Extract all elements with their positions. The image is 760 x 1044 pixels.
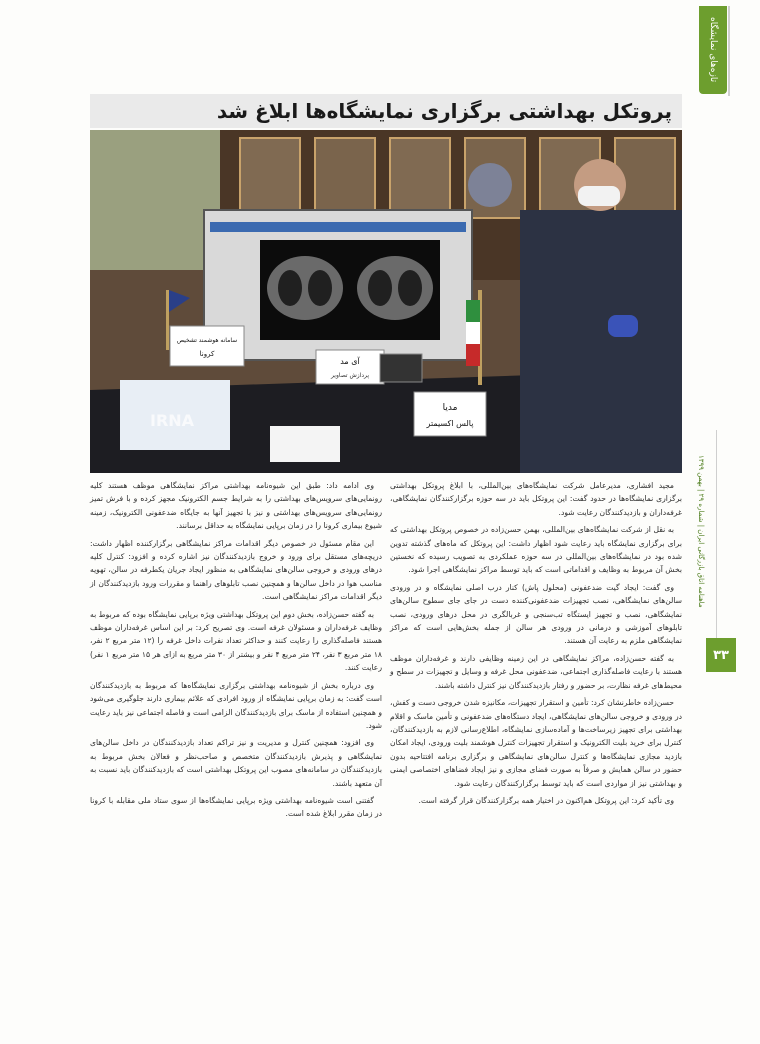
photo-ct-lung-2b xyxy=(398,270,422,306)
photo-ct-lung-1b xyxy=(308,270,332,306)
paragraph: حسن‌زاده خاطرنشان کرد: تأمین و استقرار تجهیزات، مکانیزه شدن خروجی دست و کفش، در ورودی و خروجی سالن‌های نمایشگاهی، ایجاد دستگاه‌های ضدعفونی و تأمین ماسک و اقلام بهداشتی برای تجهیز زیرساخت‌ها و آماده‌سازی نمایشگاه، اطلاع‌رسانی لازم به بازدیدکنندگان، کنترل برای خرید بلیت الکترونیک و استقرار تجهیزات کنترل هوشمند بلیت ورودی، ایجاد امکان بازدید مجازی نمایشگاه‌ها و کنترل سالن‌های نمایشگاهی و برگزاری برنامه افتتاحیه بدون حضور در سالن همایش و صرفاً به صورت فضای مجازی و نیز ایجاد فضاهای اختصاصی ایمنی و بهداشتی نیز از مواردی است که باید توسط برگزارکنندگان رعایت شود. xyxy=(390,698,682,788)
column-left xyxy=(90,479,382,825)
photo-cabinet-door-1 xyxy=(240,138,300,218)
headline-bar xyxy=(90,94,682,128)
running-label xyxy=(686,436,716,626)
photo-oximeter xyxy=(380,354,422,382)
paragraph: به گفته حسن‌زاده، مراکز نمایشگاهی در این زمینه وظایفی دارند و غرفه‌داران موظف هستند با رعایت فاصله‌گذاری اجتماعی، ضدعفونی محل غرفه و وسایل و تجهیزات در سطح و محیط‌های غرفه نظارت، بر حضور و رفتار بازدیدکنندگان نیز کنترل داشته باشند. xyxy=(390,653,682,690)
photo-sign-1-line-2: پالس اکسیمتر xyxy=(426,419,474,428)
paragraph: این مقام مسئول در خصوص دیگر اقدامات مراکز نمایشگاهی برگزارکننده اظهار داشت: دریچه‌های مستقل برای ورود و خروج بازدیدکنندگان نیز اشاره کرده و افزود: کنترل کلیه درهای ورودی و خروجی سالن‌های نمایشگاهی به منظور ایجاد جریان یکطرفه در سالن، تهویه مناسب هوا در داخل سالن‌ها و همچنین نصب تابلوهای راهنما و مقررات ورود بازدیدکنندگان از دیگر اقدامات مراکز نمایشگاهی است. xyxy=(90,538,382,602)
paragraph: وی افزود: همچنین کنترل و مدیریت و نیز تراکم تعداد بازدیدکنندگان در داخل سالن‌های نمایشگاهی و پذیرش بازدیدکنندگان متخصص و صاحب‌نظر و فعالان بخش مربوط به بازدیدکنندگان در سامانه‌های مصوب این پروتکل بهداشتی است که بازدیدکنندگان باید نسبت به آن متعهد باشند. xyxy=(90,738,382,788)
photo-flag-green xyxy=(466,300,480,322)
photo-sign-1 xyxy=(414,392,486,436)
photo-sign-3-line-1: سامانه هوشمند تشخیص xyxy=(176,337,238,344)
photo-monitor-toolbar xyxy=(210,222,466,232)
photo-person xyxy=(520,210,682,473)
paragraph: به نقل از شرکت نمایشگاه‌های بین‌المللی، بهمن حسن‌زاده در خصوص پروتکل بهداشتی که برای برگزاری نمایشگاه باید رعایت شود اظهار داشت: این پروتکل که ماه‌های گذشته تدوین شده بود در نمایشگاه‌های بین‌المللی در سه حوزه عملکردی به تصویب رسیده که نخستین بخش آن مربوط به وظایف و اقداماتی است که باید توسط مراکز نمایشگاهی اجرا شود. xyxy=(390,525,682,575)
photo-ct-lung-2a xyxy=(368,270,392,306)
paragraph: وی درباره بخش از شیوه‌نامه بهداشتی برگزاری نمایشگاه‌ها که مربوط به بازدیدکنندگان است گفت: به زمان برپایی نمایشگاه از ورود افرادی که علائم بیماری دارند جلوگیری می‌شود و همچنین استفاده از ماسک برای بازدیدکنندگان الزامی است و فاصله اجتماعی نیز باید رعایت شود. xyxy=(90,680,382,730)
side-rule xyxy=(716,430,717,640)
photo-sign-1-line-1: مدیا xyxy=(442,403,458,413)
photo-sign-3-line-2: کرونا xyxy=(199,350,215,358)
article-photo xyxy=(90,130,682,473)
photo-person-glove xyxy=(608,315,638,337)
photo-sign-3 xyxy=(170,326,244,366)
photo-sign-2-line-2: پردازش تصاویر xyxy=(330,372,370,379)
photo-flag-white xyxy=(466,322,480,344)
article-title: پروتکل بهداشتی برگزاری نمایشگاه‌ها ابلاغ شد xyxy=(216,99,672,123)
paragraph: وی تأکید کرد: این پروتکل هم‌اکنون در اختیار همه برگزارکنندگان قرار گرفته است. xyxy=(418,795,674,805)
photo-cabinet-door-2 xyxy=(315,138,375,218)
paragraph: گفتنی است شیوه‌نامه بهداشتی ویژه برپایی نمایشگاه‌ها از سوی ستاد ملی مقابله با کرونا در زمان مقرر ابلاغ شده است. xyxy=(90,795,382,819)
paragraph: وی گفت: ایجاد گیت ضدعفونی (محلول پاش) کنار درب اصلی نمایشگاه و در ورودی سالن‌های نمایشگاهی، نصب تجهیزات ضدعفونی‌کننده دست در جای جای سطوح سالن‌های نمایشگاهی، نصب و تجهیز ایستگاه تب‌سنجی و غربالگری در محل درهای ورودی، نصب تابلوهای آموزشی و درمانی در ورودی هر سالن از جمله بخش‌هایی است که مراکز نمایشگاهی ملزم به رعایت آن هستند. xyxy=(390,582,682,646)
photo-window xyxy=(90,130,220,270)
section-tab xyxy=(699,6,727,94)
photo-flag-red xyxy=(466,344,480,366)
running-label-text: ماهنامه اتاق بازرگانی ایران | شماره ۲۹ | بهمن ۱۳۹۹ xyxy=(697,454,705,608)
photo-small-flag-pole xyxy=(166,290,169,350)
photo-person-mask xyxy=(578,186,620,206)
photo-illustration xyxy=(90,130,682,473)
photo-plate xyxy=(468,163,512,207)
photo-ct-lung-1a xyxy=(278,270,302,306)
photo-sign-2-line-1: آی مد xyxy=(340,357,360,366)
photo-cabinet-door-3 xyxy=(390,138,450,218)
column-right xyxy=(390,479,682,811)
photo-watermark: IRNA xyxy=(150,411,195,430)
page-number: ۳۳ xyxy=(706,638,736,672)
paragraph: به گفته حسن‌زاده، بخش دوم این پروتکل بهداشتی ویژه برپایی نمایشگاه بوده که مربوط به وظایف غرفه‌داران و مسئولان غرفه است. وی تصریح کرد: بر این اساس غرفه‌داران موظف هستند فاصله‌گذاری را رعایت کنند و حداکثر تعداد نفرات داخل غرفه را (۱۲ متر مربع ۲ نفر، ۱۸ متر مربع ۳ نفر، ۲۴ متر مربع ۴ نفر و بیشتر از ۳۰ متر مربع به ازای هر ۱۵ متر مربع ۱ نفر) رعایت کنند. xyxy=(90,609,383,673)
paragraph: وی ادامه داد: طبق این شیوه‌نامه بهداشتی مراکز نمایشگاهی موظف هستند کلیه رونمایی‌های سرویس‌های بهداشتی را به شرایط جسم الکترونیک مجهز کرده و با فرش تمیز رونمایی‌های سرویس‌های بهداشتی و نیز با تجهیز آنها به جایگاه ضدعفونی الکترونیک، زمینه شیوع بیماری کرونا را در زمان برپایی نمایشگاه به حداقل برسانند. xyxy=(90,481,382,531)
tab-divider xyxy=(728,6,730,96)
paragraph: مجید افشاری، مدیرعامل شرکت نمایشگاه‌های بین‌المللی، با ابلاغ پروتکل بهداشتی برگزاری نمایشگاه‌ها در حدود گفت: این پروتکل باید در سه حوزه برگزارکنندگان نمایشگاهی، غرفه‌داران و بازدیدکنندگان رعایت شود. xyxy=(390,481,682,517)
photo-device-box-2 xyxy=(270,426,340,462)
section-tab-label: تازه‌های نمایشگاه xyxy=(708,17,718,83)
